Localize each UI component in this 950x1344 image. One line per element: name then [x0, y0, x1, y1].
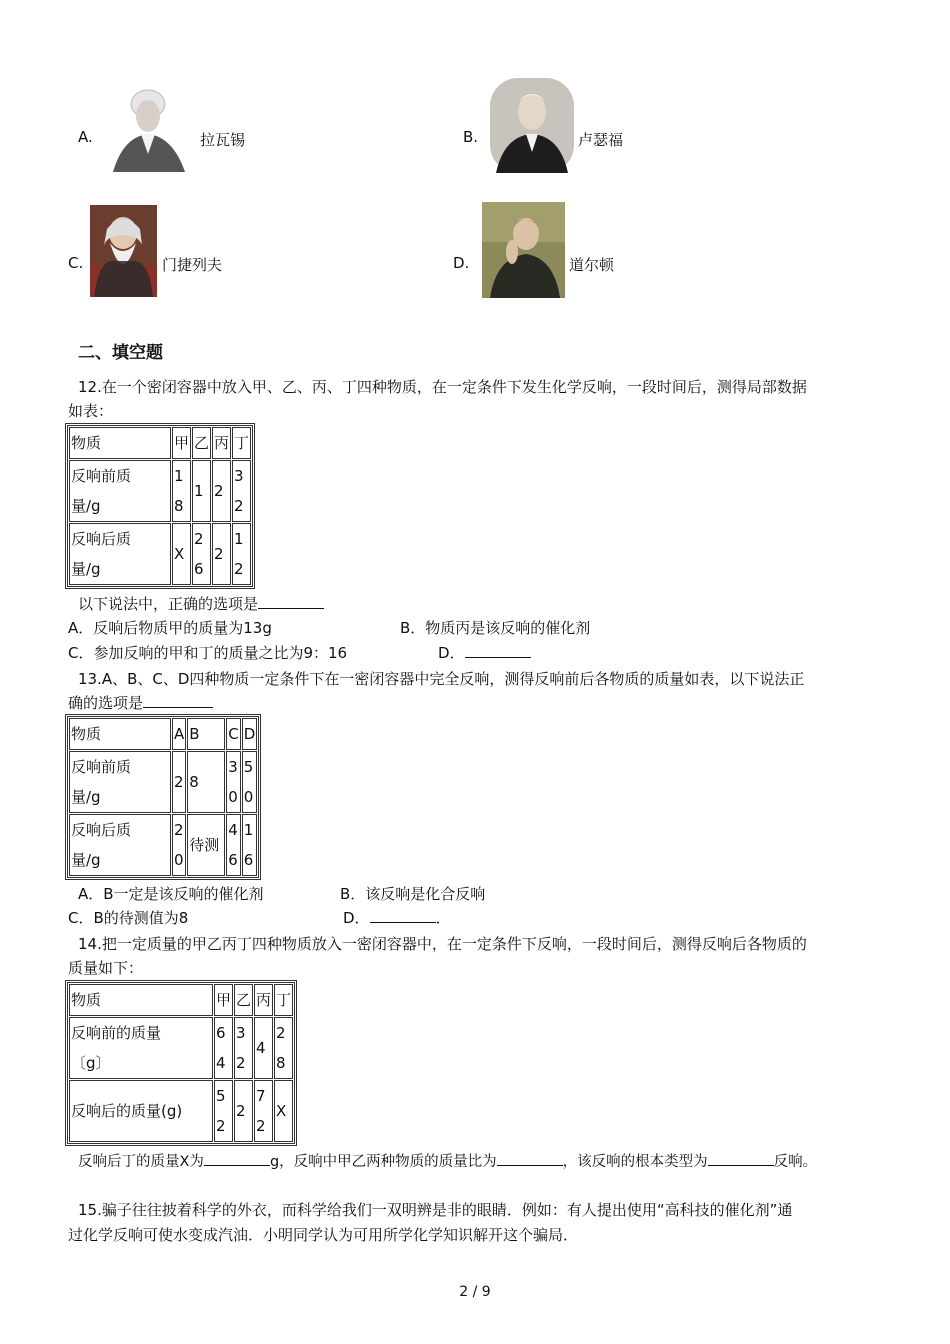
q12-header-bing: 丙: [212, 427, 231, 459]
q14-cell-before-yi: 3 2: [234, 1017, 253, 1079]
q14-cell-after-yi: 2: [234, 1080, 253, 1142]
q14-header-yi: 乙: [234, 984, 253, 1016]
option-d-letter: D.: [453, 254, 470, 272]
q12-row-before-label: 反响前质 量/g: [69, 460, 171, 522]
q14-cell-before-jia: 6 4: [214, 1017, 233, 1079]
q13-header-c: C: [226, 718, 240, 750]
q13-text-line1: 13.A、B、C、D四种物质一定条件下在一密闭容器中完全反响，测得反响前后各物质的质量如表，以下说法正: [78, 670, 805, 688]
q14-cell-after-bing: 7 2: [254, 1080, 273, 1142]
q12-option-b: B．物质丙是该反响的催化剂: [400, 619, 591, 637]
q12-cell-after-yi: 2 6: [192, 523, 211, 585]
q13-cell-after-a: 2 0: [172, 814, 186, 876]
q12-header-substance: 物质: [69, 427, 171, 459]
q14-question: 反响后丁的质量X为 g，反响中甲乙两种物质的质量比为 ，该反响的根本类型为 反响。: [68, 1150, 817, 1173]
q12-option-d-blank[interactable]: [465, 642, 531, 658]
q13-row-after-label: 反响后质 量/g: [69, 814, 171, 876]
q14-blank-mass[interactable]: [204, 1150, 270, 1166]
option-a-letter: A.: [78, 128, 93, 146]
q12-row-after-label: 反响后质 量/g: [69, 523, 171, 585]
q13-option-b: B．该反响是化合反响: [340, 885, 486, 903]
q12-header-yi: 乙: [192, 427, 211, 459]
q12-cell-after-ding: 1 2: [232, 523, 251, 585]
q14-text-line1: 14.把一定质量的甲乙丙丁四种物质放入一密闭容器中，在一定条件下反响，一段时间后，测得反响后各物质的: [78, 935, 807, 953]
q13-text-line2: 确的选项是: [68, 692, 213, 714]
option-c-name: 门捷列夫: [162, 256, 223, 274]
q14-cell-before-bing: 4: [254, 1017, 273, 1079]
q14-header-ding: 丁: [274, 984, 293, 1016]
q12-cell-before-yi: 1: [192, 460, 211, 522]
rutherford-portrait-icon: [490, 78, 574, 173]
q13-header-b: B: [187, 718, 225, 750]
option-d-name: 道尔顿: [569, 256, 615, 274]
q12-cell-before-jia: 1 8: [172, 460, 191, 522]
q14-row-after-label: 反响后的质量(g): [69, 1080, 213, 1142]
option-a-name: 拉瓦锡: [200, 131, 246, 149]
page-number: 2 / 9: [459, 1284, 491, 1300]
q13-cell-before-c: 3 0: [226, 751, 240, 813]
q14-cell-before-ding: 2 8: [274, 1017, 293, 1079]
option-c-letter: C.: [68, 254, 84, 272]
q12-option-a: A．反响后物质甲的质量为13g: [68, 619, 272, 637]
q14-text-line2: 质量如下：: [68, 959, 144, 977]
q12-cell-before-bing: 2: [212, 460, 231, 522]
q13-header-a: A: [172, 718, 186, 750]
mendeleev-portrait-icon: [90, 205, 157, 297]
q12-table: [65, 423, 255, 589]
q13-row-before-label: 反响前质 量/g: [69, 751, 171, 813]
q12-prompt: 以下说法中，正确的选项是: [68, 593, 324, 615]
q13-cell-before-b: 8: [187, 751, 225, 813]
q14-header-substance: 物质: [69, 984, 213, 1016]
option-b-name: 卢瑟福: [578, 131, 624, 149]
q14-blank-type[interactable]: [708, 1150, 774, 1166]
q13-option-c: C．B的待测值为8: [68, 909, 189, 927]
q13-cell-before-d: 5 0: [242, 751, 258, 813]
q13-table: [65, 714, 261, 880]
q12-text-line2: 如表：: [68, 402, 114, 420]
q13-option-d: D． ．: [343, 909, 451, 927]
q12-option-c: C．参加反响的甲和丁的质量之比为9：16: [68, 644, 348, 662]
q12-option-d: D．: [438, 642, 531, 664]
q13-cell-after-d: 1 6: [242, 814, 258, 876]
section-title: 二、填空题: [78, 343, 163, 363]
option-b-letter: B.: [463, 128, 479, 146]
q14-cell-after-ding: X: [274, 1080, 293, 1142]
q12-header-ding: 丁: [232, 427, 251, 459]
q13-option-d-blank[interactable]: [370, 907, 436, 923]
q15-text-line2: 过化学反响可使水变成汽油．小明同学认为可用所学化学知识解开这个骗局．: [68, 1226, 579, 1244]
q13-cell-before-a: 2: [172, 751, 186, 813]
lavoisier-portrait-icon: [103, 82, 193, 172]
q12-answer-blank[interactable]: [258, 593, 324, 609]
q15-text-line1: 15.骗子往往披着科学的外衣，而科学给我们一双明辨是非的眼睛．例如：有人提出使用“高科技的催化剂”通: [78, 1201, 793, 1219]
q12-header-jia: 甲: [172, 427, 191, 459]
q14-row-before-label: 反响前的质量 〔g〕: [69, 1017, 213, 1079]
q13-answer-blank[interactable]: [143, 692, 213, 708]
q14-header-bing: 丙: [254, 984, 273, 1016]
q12-cell-after-bing: 2: [212, 523, 231, 585]
dalton-portrait-icon: [482, 202, 565, 298]
q12-text-line1: 12.在一个密闭容器中放入甲、乙、丙、丁四种物质，在一定条件下发生化学反响，一段时间后，测得局部数据: [78, 378, 807, 396]
q12-cell-before-ding: 3 2: [232, 460, 251, 522]
q14-header-jia: 甲: [214, 984, 233, 1016]
q13-header-substance: 物质: [69, 718, 171, 750]
q14-table: [65, 980, 297, 1146]
q13-cell-after-b: 待测: [187, 814, 225, 876]
q14-blank-ratio[interactable]: [497, 1150, 563, 1166]
q13-option-a: A．B一定是该反响的催化剂: [78, 885, 264, 903]
q13-header-d: D: [242, 718, 258, 750]
q14-cell-after-jia: 5 2: [214, 1080, 233, 1142]
q13-cell-after-c: 4 6: [226, 814, 240, 876]
q12-cell-after-jia: X: [172, 523, 191, 585]
